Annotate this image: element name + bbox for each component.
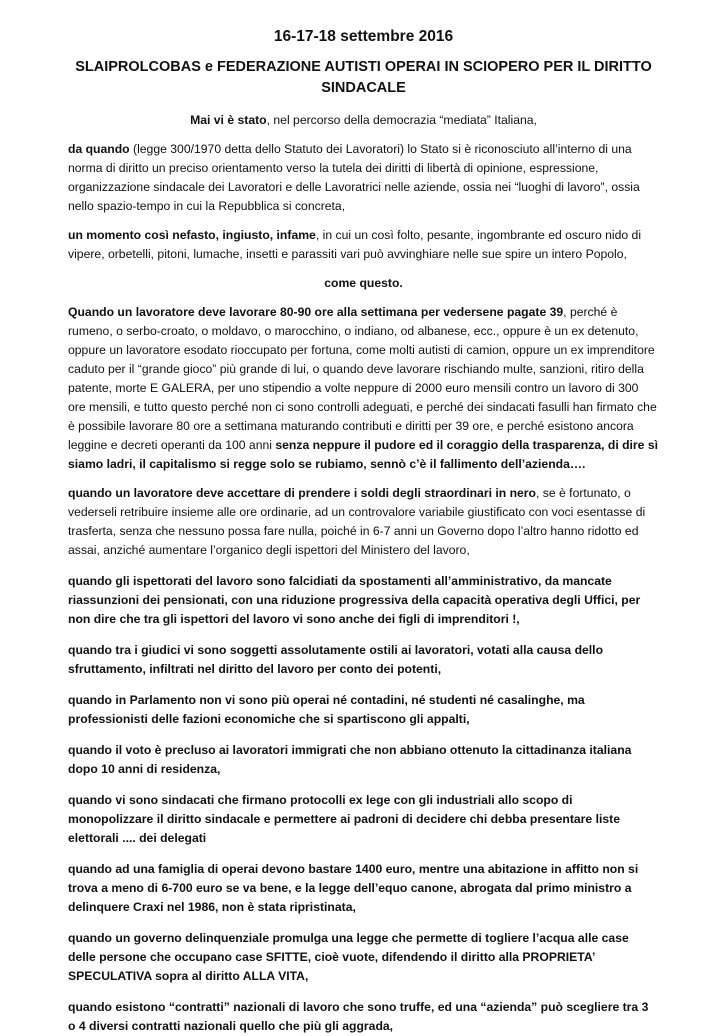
- paragraph-sindacati-protocolli: [68, 791, 659, 848]
- body-text: (legge 300/1970 detta dello Statuto dei Lavoratori) lo Stato si è riconosciuto all’interno di una norma di diritto un preciso orientamento verso la tutela dei diritti di libertà di opinione, espressione, organizzazione sindacale dei Lavoratori e delle Lavoratrici nelle aziende, ossia nei “luoghi di lavoro”, ossia nello spazio-tempo in cui la Repubblica si concreta,: [68, 142, 640, 213]
- body-text: , in cui un così folto, pesante, ingombrante ed oscuro nido di vipere, orbetelli, pitoni, lumache, insetti e parassiti vari può avvinghiare nelle sue spire un intero Popolo,: [68, 228, 642, 261]
- paragraph-da-quando: [68, 140, 659, 216]
- bold-text: quando il voto è precluso ai lavoratori immigrati che non abbiano ottenuto la cittadinanza italiana dopo 10 anni di residenza,: [68, 743, 632, 776]
- bold-text: quando un lavoratore deve accettare di prendere i soldi degli straordinari in nero: [68, 486, 536, 500]
- bold-text: come questo.: [324, 276, 403, 290]
- paragraph-come-questo: [68, 274, 659, 293]
- bold-text: un momento così nefasto, ingiusto, infame: [68, 228, 316, 242]
- bold-text: quando in Parlamento non vi sono più operai né contadini, né studenti né casalinghe, ma professionisti delle fazioni economiche che si spartiscono gli appalti,: [68, 693, 585, 726]
- bold-text: quando vi sono sindacati che firmano protocolli ex lege con gli industriali allo scopo di monopolizzare il diritto sindacale e permettere ai padroni di decidere chi debba presentare liste elettorali .... dei delegati: [68, 793, 620, 845]
- bold-text: quando gli ispettorati del lavoro sono falcidiati da spostamenti all’amministrativo, da mancate riassunzioni dei pensionati, con una riduzione progressiva della capacità operativa degli Uffici, per non dire che tra gli ispettori del lavoro vi sono anche dei figli di imprenditori !,: [68, 574, 641, 626]
- paragraph-giudici: [68, 641, 659, 679]
- paragraph-intro: [68, 111, 659, 130]
- paragraph-straordinari-in-nero: [68, 484, 659, 560]
- paragraph-lavoratore-80-90-ore: [68, 303, 659, 474]
- paragraph-momento-nefasto: [68, 226, 659, 264]
- document-title: SLAIPROLCOBAS e FEDERAZIONE AUTISTI OPERAI IN SCIOPERO PER IL DIRITTO SINDACALE: [75, 59, 652, 96]
- paragraph-contratti-nazionali: [68, 998, 659, 1036]
- body-text: , nel percorso della democrazia “mediata” Italiana,: [266, 113, 537, 127]
- paragraph-parlamento: [68, 691, 659, 729]
- bold-text: quando tra i giudici vi sono soggetti assolutamente ostili ai lavoratori, votati alla causa dello sfruttamento, infiltrati nel diritto del lavoro per conto dei potenti,: [68, 643, 604, 676]
- document-date: 16-17-18 settembre 2016: [273, 28, 454, 45]
- paragraph-famiglia-operai: [68, 860, 659, 917]
- bold-text: Mai vi è stato: [190, 113, 267, 127]
- bold-text: senza neppure il pudore ed il coraggio della trasparenza, di dire sì siamo ladri, il capitalismo si regge solo se rubiamo, sennò c’è il fallimento dell’azienda….: [68, 438, 658, 471]
- bold-text: Quando un lavoratore deve lavorare 80-90 ore alla settimana per vedersene pagate 39: [68, 305, 564, 319]
- bold-text: quando esistono “contratti” nazionali di lavoro che sono truffe, ed una “azienda” può scegliere tra 3 o 4 diversi contratti nazionali quello che più gli aggrada,: [68, 1000, 649, 1033]
- paragraph-voto-immigrati: [68, 741, 659, 779]
- body-text: , se è fortunato, o vederseli retribuire insieme alle ore ordinarie, ad un controvalore variabile giustificato con voci esentasse di trasferta, senza che nessuno possa fare nulla, poiché in 6-7 anni un Governo dopo l’altro hanno ridotto ed assai, anziché aumentare l’organico degli ispettori del Ministero del lavoro,: [68, 486, 646, 557]
- bold-text: quando ad una famiglia di operai devono bastare 1400 euro, mentre una abitazione in affitto non si trova a meno di 6-700 euro se va bene, e la legge dell’equo canone, abrogata dal primo ministro a delinquere Craxi nel 1986, non è stata ripristinata,: [68, 862, 639, 914]
- paragraph-governo-acqua: [68, 929, 659, 986]
- paragraph-ispettorati: [68, 572, 659, 629]
- bold-text: quando un governo delinquenziale promulga una legge che permette di togliere l’acqua alle case delle persone che occupano case SFITTE, cioè vuote, difendendo il diritto alla PROPRIETA’ SPECULATIVA sopra al diritto ALLA VITA,: [68, 931, 629, 983]
- body-text: , perché è rumeno, o serbo-croato, o moldavo, o marocchino, o indiano, od albanese, ecc., oppure è un ex detenuto, oppure un lavoratore esodato rioccupato per fortuna, come molti autisti di camion, oppure un ex imprenditore caduto per il “grande gioco” più grande di lui, o quando deve lavorare rischiando multe, sanzioni, ritiro della patente, morte E GALERA, per uno stipendio a volte neppure di 2000 euro mensili contro un lavoro di 300 ore mensili, e tutto questo perché non ci sono controlli adeguati, e perché dei sindacati fasulli han firmato che è possibile lavorare 80 ore a settimana maturando contributi e diritti per 39 ore, e perché esistono ancora leggine e decreti operanti da 100 anni: [68, 305, 657, 452]
- bold-text: da quando: [68, 142, 130, 156]
